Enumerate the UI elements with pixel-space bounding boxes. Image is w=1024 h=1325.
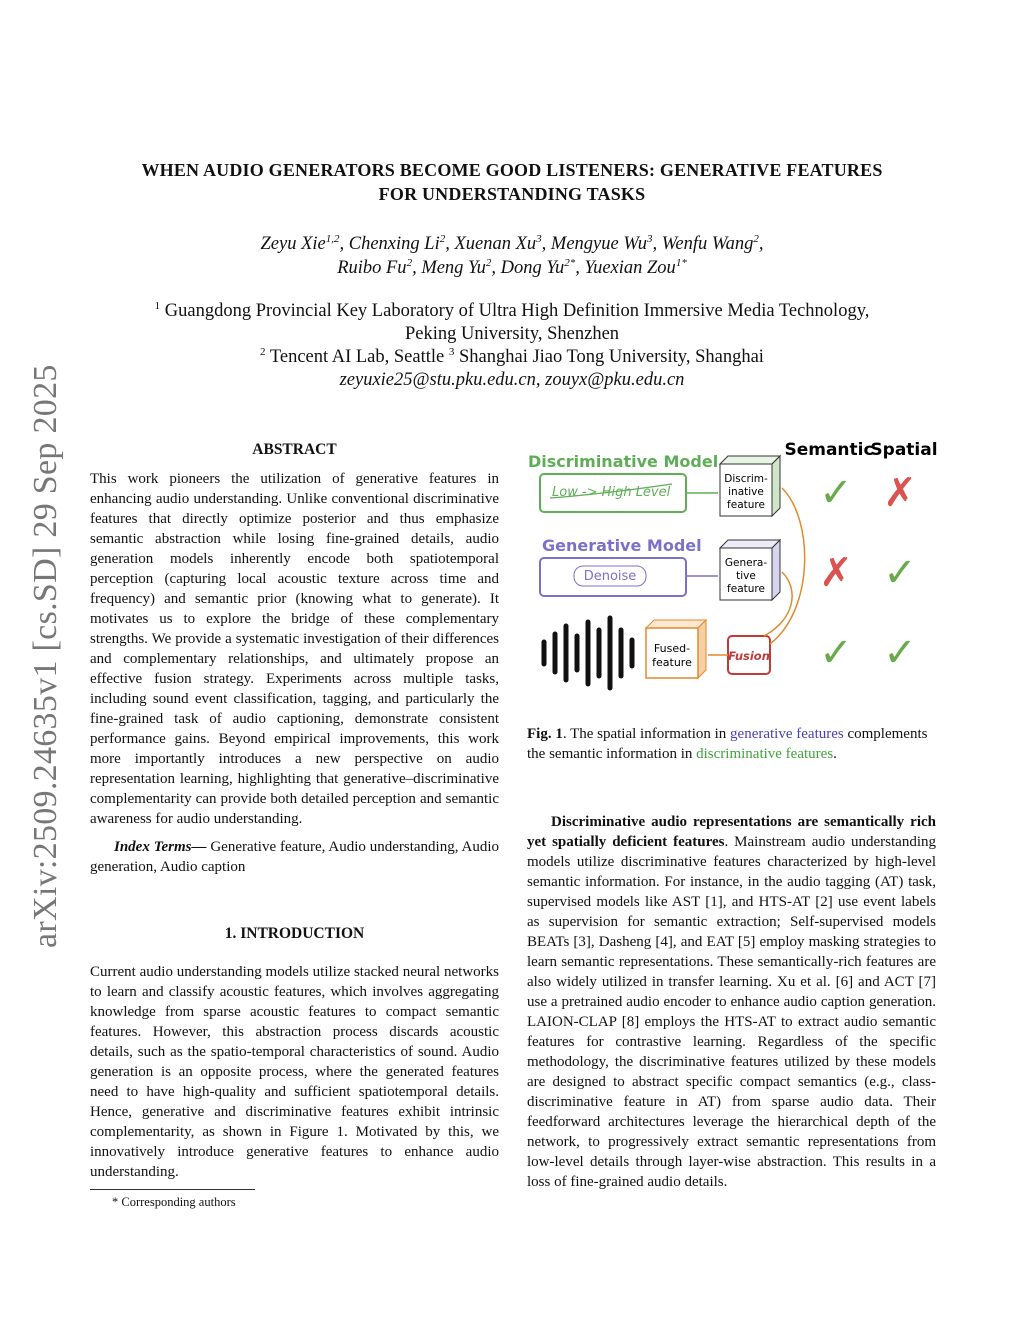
intro-text: Current audio understanding models utilize stacked neural networks to learn and classify acoustic features, which involves aggregating knowledge from sparse acoustic features to compact semantic features. However, this abstraction process discards acoustic details, such as the spatio-temporal characteristics of sound. Audio generation is an opposite process, where the generated features need to have high-quality and sufficient spatiotemporal details. Hence, generative and discriminative features exhibit intrinsic complementarity, as shown in Figure 1. Motivated by this, we innovatively introduce generative features to enhance audio understanding. (90, 964, 499, 1180)
author-name: Meng Yu (421, 258, 486, 278)
row2-spatial-check-icon: ✓ (883, 550, 917, 596)
author-name: Mengyue Wu (550, 234, 647, 254)
gen-model-label: Generative Model (542, 536, 702, 555)
caption-pre: . The spatial information in (562, 726, 731, 742)
right-body (527, 812, 936, 1192)
gen-feat-l3: feature (727, 583, 765, 595)
caption-discriminative: discriminative features (696, 746, 834, 762)
abstract-heading: ABSTRACT (252, 441, 337, 458)
intro-heading: 1. INTRODUCTION (224, 925, 365, 942)
emails: zeyuxie25@stu.pku.edu.cn, zouyx@pku.edu.cn (339, 370, 685, 390)
fused-feat-l2: feature (652, 656, 692, 669)
affiliation-1-line-2: Peking University, Shenzhen (404, 324, 620, 344)
footnote: * Corresponding authors (112, 1195, 236, 1209)
waveform-icon (544, 618, 632, 688)
author-affiliation-sup: 1,2 (325, 232, 340, 245)
affiliation-1-line-1 (60, 300, 964, 323)
author-line-1: Zeyu Xie$^{1,2}$, Chenxing Li$^2$, Xuenan Xu$^3$, Mengyue Wu$^3$, Wenfu Wang$^2$, (260, 232, 764, 254)
caption-post: . (833, 746, 837, 762)
author-affiliation-sup: 2* (564, 256, 576, 269)
right-bold-lead: Discriminative audio representations are semantically rich yet spatially deficient features (527, 814, 936, 850)
title-line-1: WHEN AUDIO GENERATORS BECOME GOOD LISTENERS: GENERATIVE FEATURES (141, 160, 883, 180)
author-name: Dong Yu (500, 258, 565, 278)
disc-feat-l3: feature (727, 499, 765, 511)
gen-feat-l2: tive (736, 570, 756, 582)
caption-generative: generative features (730, 726, 844, 742)
affiliation-2-sup: 2 (260, 345, 266, 358)
email-1[interactable]: zeyuxie25@stu.pku.edu.cn (339, 370, 536, 390)
index-terms-text: Generative feature, Audio understanding, Audio generation, Audio caption (90, 839, 499, 875)
affiliation-3-sup: 3 (448, 345, 455, 358)
author-name: Xuenan Xu (454, 234, 537, 254)
disc-model-label: Discriminative Model (528, 452, 719, 471)
caption-label: Fig. 1 (527, 726, 563, 742)
email-2[interactable]: zouyx@pku.edu.cn (545, 370, 685, 390)
author-affiliation-sup: 3 (536, 232, 542, 245)
abstract-text: This work pioneers the utilization of generative features in enhancing audio understanding. Unlike conventional discriminative features that directly optimize posterior and thus emphasize semantic abstraction while losing fine-grained details, audio generation models inherently encode both spatiotemporal perception (capturing local acoustic texture across time and frequency) and semantic prior (knowing what to generate). It motivates us to explore the bridge of these complementary strengths. We provide a systematic investigation of their differences and complementary relationships, and ultimately propose an effective fusion strategy. Experiments across multiple tasks, including sound event classification, tagging, and particularly the fine-grained task of audio captioning, demonstrate consistent performance gains. Beyond empirical improvements, this work more importantly introduces a new perspective on audio representation learning, highlighting that generative–discriminative complementarity can provide both detailed perception and semantic awareness for audio understanding. (90, 471, 499, 827)
fused-feat-l1: Fused- (653, 642, 691, 655)
author-list (80, 232, 944, 280)
paper-title (60, 158, 964, 206)
affiliation-3-text: Shanghai Jiao Tong University, Shanghai (458, 347, 764, 367)
author-affiliation-sup: 3 (646, 232, 653, 245)
spatial-header: Spatial (870, 440, 938, 460)
intro-body (90, 962, 499, 1182)
author-affiliation-sup: 1* (675, 256, 687, 269)
author-affiliation-sup: 2 (406, 256, 413, 269)
fusion-label: Fusion (728, 649, 770, 663)
author-name: Chenxing Li (348, 234, 440, 254)
title-line-2: FOR UNDERSTANDING TASKS (378, 184, 646, 204)
affiliation-1-sup: 1 (154, 299, 161, 312)
fused-feature-cube (646, 620, 706, 678)
row1-spatial-cross-icon: ✗ (883, 470, 917, 516)
index-terms-label: Index Terms— (114, 839, 207, 855)
disc-feature-cube (720, 456, 780, 516)
right-text: . Mainstream audio understanding models utilize discriminative features characterized by high-level semantic information. For instance, in the audio tagging (AT) task, supervised models like AST [1], and HTS-AT [2] use event labels as supervision for semantic extraction; Self-supervised models BEATs [3], Dasheng [4], and EAT [5] employ masking strategies to learn semantic representations. These semantically-rich features are also widely utilized in transfer learning. Xu et al. [6] and ACT [7] use a pretrained audio encoder to enhance audio caption generation. LAION-CLAP [8] employs the HTS-AT to extract audio semantic features for contrastive learning. Regardless of the specific methodology, the discriminative features utilized by these models are designed to abstract specific compact semantics (e.g., class-discriminative feature in AT) from sparse audio data. Their feedforward architectures leverage the hierarchical depth of the network, to progressively extract semantic representations from low-level details through layer-wise abstraction. This results in a loss of fine-grained audio details. (527, 834, 936, 1190)
figure-caption (527, 724, 936, 764)
disc-model-inner: Low -> High Level (552, 485, 671, 500)
footnote-rule (90, 1189, 255, 1190)
author-affiliation-sup: 2 (439, 232, 446, 245)
gen-feature-cube (720, 540, 780, 600)
arxiv-stamp: arXiv:2509.24635v1 [cs.SD] 29 Sep 2025 (27, 364, 64, 948)
affiliation-2-text: Tencent AI Lab, Seattle (269, 347, 445, 367)
right-paragraph (527, 812, 936, 1192)
abstract-body (90, 469, 499, 877)
author-name: Ruibo Fu (337, 258, 407, 278)
index-terms (90, 837, 499, 877)
author-name: Wenfu Wang (661, 234, 754, 254)
affiliation-2-3 (60, 346, 964, 369)
author-name: Zeyu Xie (260, 234, 326, 254)
affiliation-1-text: Guangdong Provincial Key Laboratory of Ultra High Definition Immersive Media Technology, (164, 301, 870, 321)
caption-mid: complements the semantic information in (527, 726, 928, 762)
row3-spatial-check-icon: ✓ (883, 630, 917, 676)
author-line-2: Ruibo Fu$^2$, Meng Yu$^2$, Dong $Yu^{2*}$, Yuexian Zou$^{1*}$ (337, 256, 687, 278)
semantic-header: Semantic (784, 440, 874, 460)
author-name: Yuexian Zou (584, 258, 676, 278)
disc-feat-l1: Discrim- (724, 473, 768, 485)
row3-semantic-check-icon: ✓ (819, 630, 853, 676)
author-affiliation-sup: 2 (485, 256, 492, 269)
disc-feat-l2: inative (728, 486, 764, 498)
figure-1 (524, 430, 940, 700)
row1-semantic-check-icon: ✓ (819, 470, 853, 516)
row2-semantic-cross-icon: ✗ (819, 550, 853, 596)
author-affiliation-sup: 2 (753, 232, 759, 245)
gen-feat-l1: Genera- (724, 557, 768, 569)
gen-model-inner: Denoise (583, 569, 637, 584)
affiliations (60, 300, 964, 392)
